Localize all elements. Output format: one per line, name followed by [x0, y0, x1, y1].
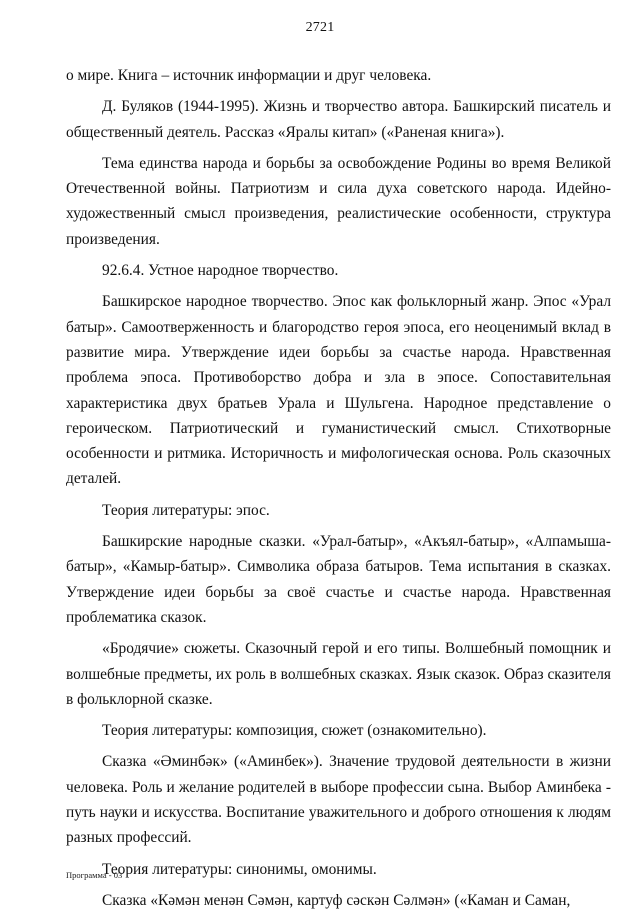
paragraph: «Бродячие» сюжеты. Сказочный герой и его типы. Волшебный помощник и волшебные предметы, их роль в волшебных сказках. Язык сказок. Образ сказителя в фольклорной сказке. [66, 640, 611, 708]
paragraph: Башкирское народное творчество. Эпос как фольклорный жанр. Эпос «Урал батыр». Самоотверженность и благородство героя эпоса, его неоценимый вклад в развитие мира. Утверждение идеи борьбы за счастье народа. Нравственная проблема эпоса. Противоборство добра и зла в эпосе. Сопоставительная характеристика двух братьев Урала и Шульгена. Народное представление о героическом. Патриотический и гуманистический смысл. Стихотворные особенности и ритмика. Историчность и мифологическая основа. Роль сказочных деталей. [66, 293, 611, 488]
paragraph: Тема единства народа и борьбы за освобождение Родины во время Великой Отечественной войны. Патриотизм и сила духа советского народа. Идейно-художественный смысл произведения, реалистические особенности, структура произведения. [66, 154, 611, 248]
paragraph: о мире. Книга – источник информации и друг человека. [66, 67, 432, 84]
paragraph: Сказка «Кәмән менән Сәмән, картуф сәскән Сәлмән» («Каман и Саман, [102, 891, 571, 909]
section-heading: 92.6.4. Устное народное творчество. [102, 262, 339, 280]
paragraph: Д. Буляков (1944-1995). Жизнь и творчество автора. Башкирский писатель и общественный деятель. Рассказ «Яралы китап» («Раненая книга»). [66, 98, 611, 141]
page-number: 2721 [305, 20, 335, 35]
footer-label: Программа - 03 [66, 870, 123, 880]
paragraph: Теория литературы: эпос. [102, 501, 270, 519]
paragraph: Башкирские народные сказки. «Урал-батыр», «Акъял-батыр», «Алпамыша-батыр», «Камыр-батыр». Символика образа батыров. Тема испытания в сказках. Утверждение идеи борьбы за своё счастье и счастье народа. Нравственная проблематика сказок. [66, 533, 611, 626]
document-body [66, 63, 611, 913]
paragraph: Теория литературы: синонимы, омонимы. [102, 860, 377, 878]
paragraph: Сказка «Әминбәк» («Аминбек»). Значение трудовой деятельности в жизни человека. Роль и желание родителей в выборе профессии сына. Выбор Аминбека - путь науки и искусства. Воспитание уважительного и доброго отношения к людям разных профессий. [66, 753, 611, 847]
paragraph: Теория литературы: композиция, сюжет (ознакомительно). [102, 722, 487, 740]
